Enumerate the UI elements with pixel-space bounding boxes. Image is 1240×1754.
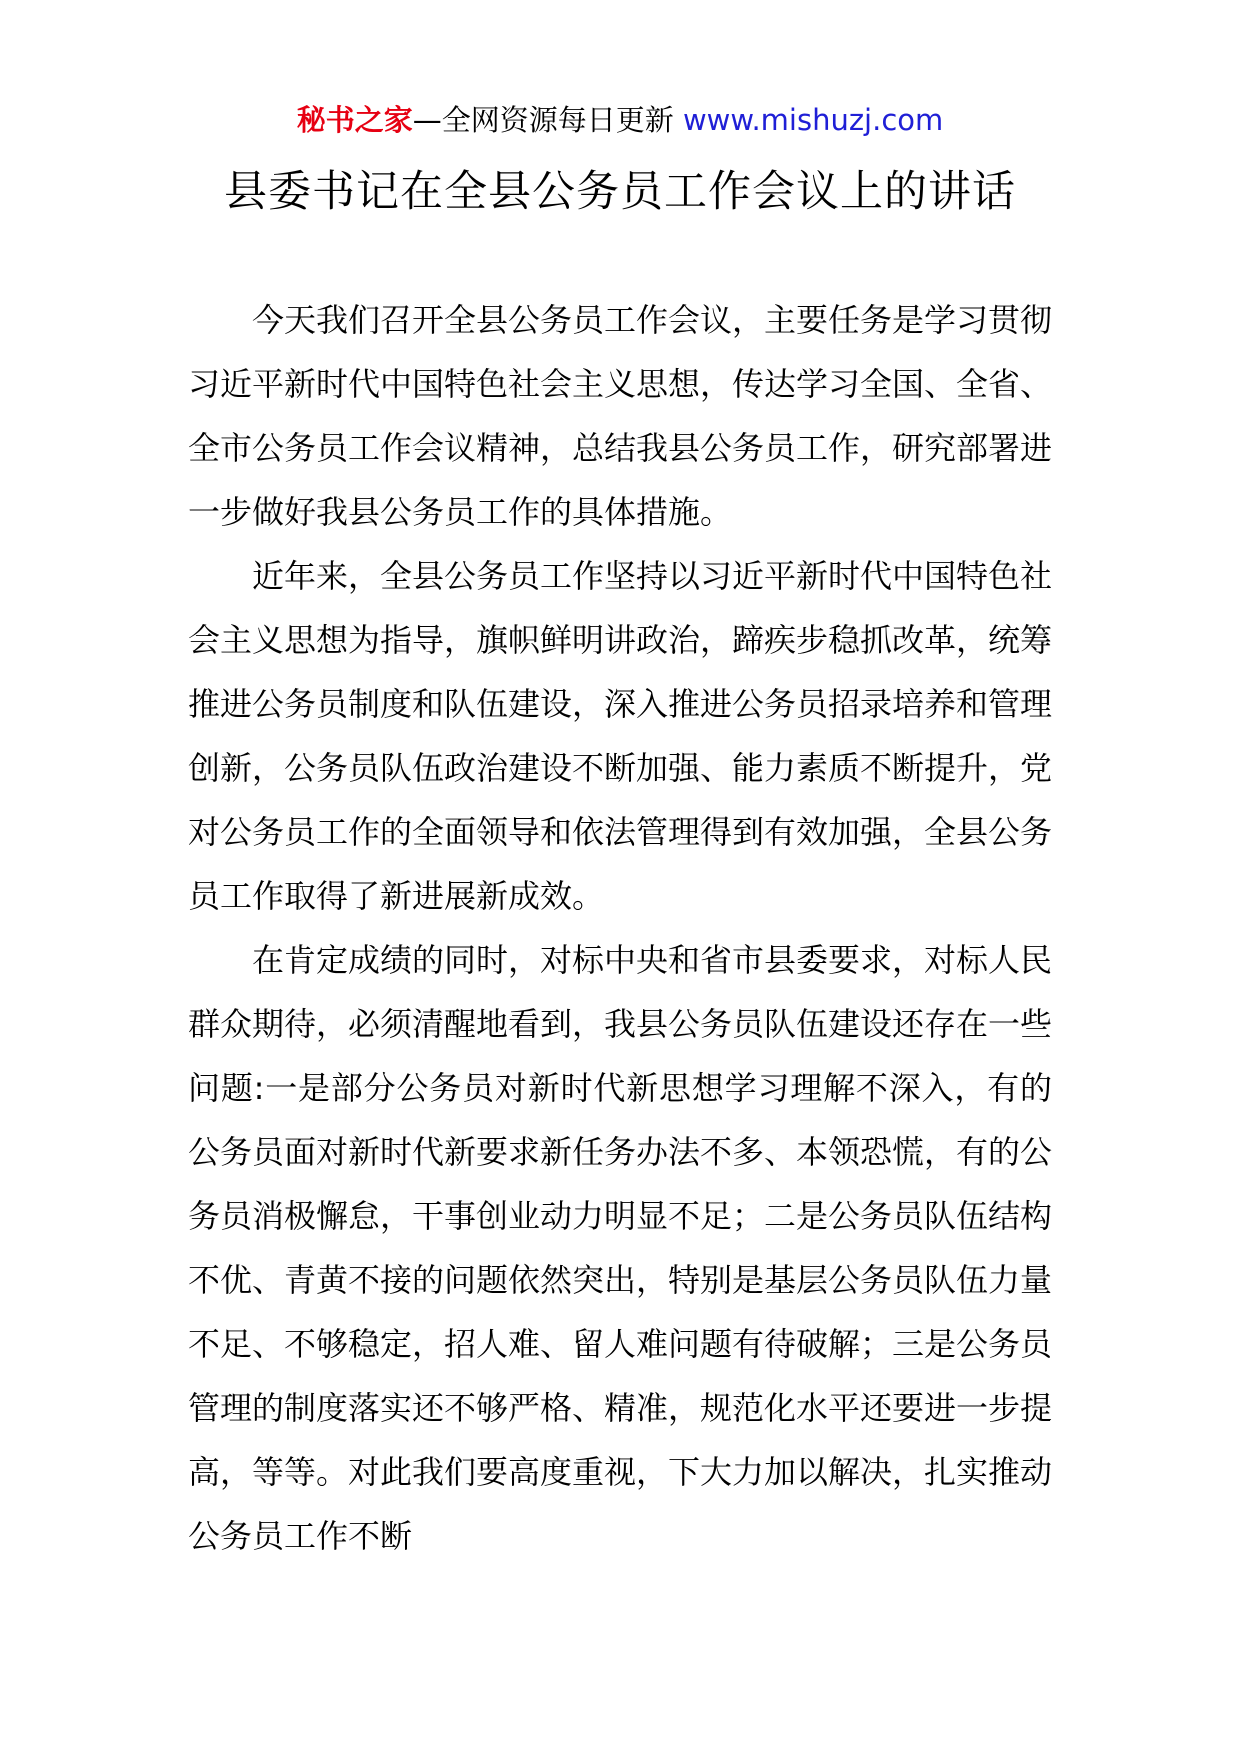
paragraph-1: 今天我们召开全县公务员工作会议，主要任务是学习贯彻习近平新时代中国特色社会主义思想，传达学习全国、全省、全市公务员工作会议精神，总结我县公务员工作，研究部署进一步做好我县公务员工作的具体措施。 xyxy=(188,301,1053,531)
document-title: 县委书记在全县公务员工作会议上的讲话 xyxy=(224,167,1016,217)
site-url-link[interactable]: www.mishuzj.com xyxy=(682,103,944,137)
paragraph-2: 近年来，全县公务员工作坚持以习近平新时代中国特色社会主义思想为指导，旗帜鲜明讲政治，蹄疾步稳抓改革，统筹推进公务员制度和队伍建设，深入推进公务员招录培养和管理创新，公务员队伍政治建设不断加强、能力素质不断提升，党对公务员工作的全面领导和依法管理得到有效加强，全县公务员工作取得了新进展新成效。 xyxy=(188,557,1053,915)
paragraph-3: 在肯定成绩的同时，对标中央和省市县委要求，对标人民群众期待，必须清醒地看到，我县公务员队伍建设还存在一些问题:一是部分公务员对新时代新思想学习理解不深入，有的公务员面对新时代新要求新任务办法不多、本领恐慌，有的公务员消极懈怠，干事创业动力明显不足；二是公务员队伍结构不优、青黄不接的问题依然突出，特别是基层公务员队伍力量不足、不够稳定，招人难、留人难问题有待破解；三是公务员管理的制度落实还不够严格、精准，规范化水平还要进一步提高，等等。对此我们要高度重视，下大力加以解决，扎实推动公务员工作不断 xyxy=(188,941,1053,1555)
brand-name: 秘书之家 xyxy=(296,103,413,137)
document-body xyxy=(188,288,1052,1568)
watermark-header xyxy=(0,100,1240,140)
brand-tagline: —全网资源每日更新 xyxy=(412,103,674,137)
